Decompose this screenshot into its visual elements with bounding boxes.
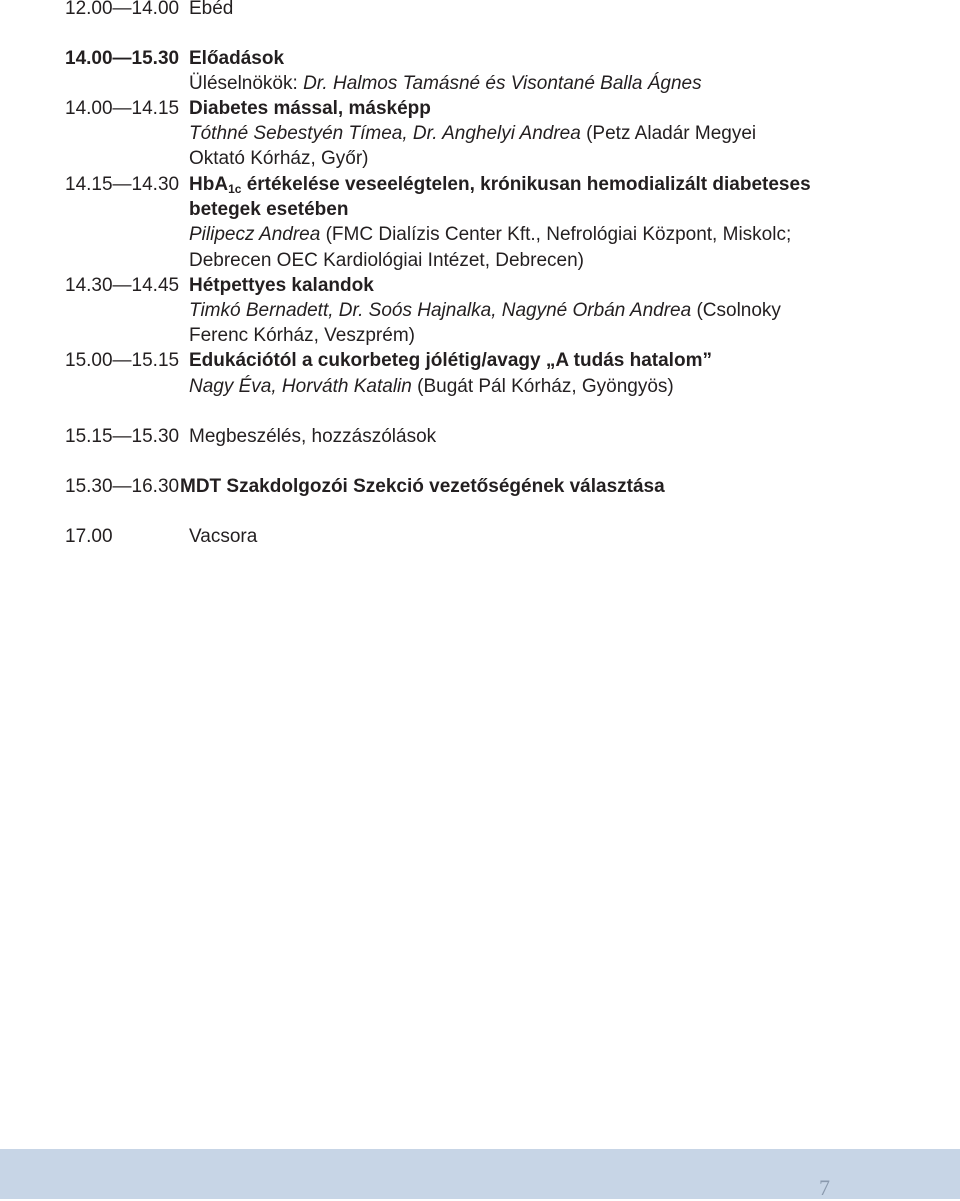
author-names: Nagy Éva, Horváth Katalin <box>189 376 412 397</box>
talk-title: Diabetes mással, másképp <box>189 98 431 119</box>
talk-time: 14.00—14.15 <box>65 98 180 119</box>
session-chairs <box>65 71 960 97</box>
program-row-discussion <box>65 424 960 450</box>
footer-band <box>0 1149 960 1199</box>
author-affiliation: (FMC Dialízis Center Kft., Nefrológiai Központ, Miskolc; <box>320 224 792 245</box>
author-names: Tóthné Sebestyén Tímea, Dr. Anghelyi Andrea <box>189 123 581 144</box>
talk-authors <box>65 222 960 248</box>
talk-authors <box>65 374 960 400</box>
talk-title: Hétpettyes kalandok <box>189 275 374 296</box>
program-row-lunch <box>65 0 960 22</box>
session-time: 15.30—16.30 <box>65 476 180 497</box>
session-title: Előadások <box>189 48 285 69</box>
program-row-talk-1 <box>65 96 960 122</box>
author-affiliation-cont: Oktató Kórház, Győr) <box>189 148 369 169</box>
author-affiliation-cont: Debrecen OEC Kardiológiai Intézet, Debrecen) <box>189 250 584 271</box>
talk-affiliation <box>65 323 960 349</box>
session-time: 12.00—14.00 <box>65 0 180 19</box>
program-row-talk-2 <box>65 172 960 198</box>
talk-title: Edukációtól a cukorbeteg jólétig/avagy „A tudás hatalom” <box>189 350 712 371</box>
session-title: Vacsora <box>189 526 258 547</box>
author-names: Timkó Bernadett, Dr. Soós Hajnalka, Nagyné Orbán Andrea <box>189 300 692 321</box>
program-row-election <box>65 474 960 500</box>
author-affiliation-cont: Ferenc Kórház, Veszprém) <box>189 325 415 346</box>
program-row-lectures <box>65 46 960 72</box>
talk-authors <box>65 121 960 147</box>
program-row-talk-3 <box>65 273 960 299</box>
talk-title-cont: betegek esetében <box>189 199 349 220</box>
session-time: 15.15—15.30 <box>65 426 180 447</box>
talk-affiliation <box>65 146 960 172</box>
author-affiliation: (Petz Aladár Megyei <box>580 123 757 144</box>
talk-authors <box>65 298 960 324</box>
chairs-dr: Dr. <box>303 73 333 94</box>
page-number: 7 <box>819 1175 830 1200</box>
talk-title: HbA$_{1c}$ értékelése veseelégtelen, krónikusan hemodializált diabeteses <box>189 174 811 196</box>
author-affiliation: (Bugát Pál Kórház, Gyöngyös) <box>411 376 674 397</box>
session-title: Megbeszélés, hozzászólások <box>189 426 437 447</box>
program-row-talk-4 <box>65 348 960 374</box>
talk-affiliation <box>65 248 960 274</box>
author-affiliation: (Csolnoky <box>691 300 781 321</box>
chairs-label: Üléselnökök: <box>189 73 304 94</box>
session-time: 17.00 <box>65 526 113 547</box>
session-title: MDT Szakdolgozói Szekció vezetőségének választása <box>180 476 665 497</box>
talk-time: 15.00—15.15 <box>65 350 180 371</box>
author-names: Pilipecz Andrea <box>189 224 321 245</box>
session-time: 14.00—15.30 <box>65 48 180 69</box>
chairs-names: Halmos Tamásné és Visontané Balla Ágnes <box>332 73 702 94</box>
program-row-dinner <box>65 524 960 550</box>
talk-time: 14.30—14.45 <box>65 275 180 296</box>
session-title: Ebéd <box>189 0 234 19</box>
talk-time: 14.15—14.30 <box>65 174 180 195</box>
